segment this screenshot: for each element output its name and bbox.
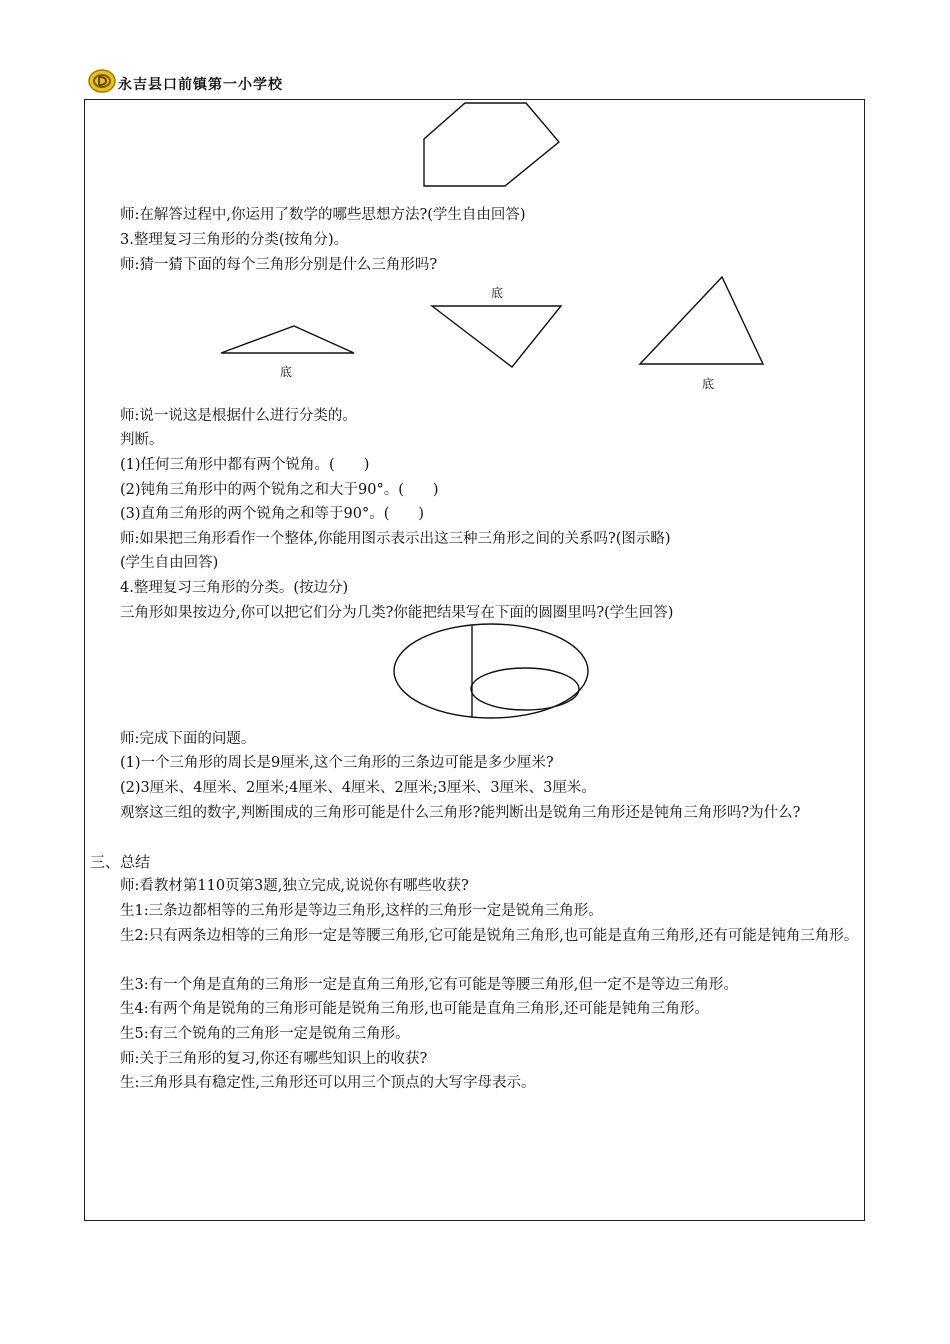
text-paragraph-20: 生2:只有两条边相等的三角形一定是等腰三角形,它可能是锐角三角形,也可能是直角三角形,还有可能是钝角三角形。 <box>120 928 859 944</box>
obtuse-triangle-figure <box>219 324 357 356</box>
page-header <box>88 66 283 96</box>
base-label-2: 底 <box>491 286 504 300</box>
school-logo-icon <box>88 68 116 94</box>
base-label-3: 底 <box>702 377 715 391</box>
text-line-8: (3)直角三角形的两个锐角之和等于90°。( ) <box>120 506 425 522</box>
text-line-18: 师:看教材第110页第3题,独立完成,说说你有哪些收获? <box>120 878 469 894</box>
text-line-7: (2)钝角三角形中的两个锐角之和大于90°。( ) <box>120 482 439 498</box>
text-line-10: (学生自由回答) <box>120 555 219 571</box>
text-line-21: 生3:有一个角是直角的三角形一定是直角三角形,它有可能是等腰三角形,但一定不是等边三角形。 <box>120 977 738 993</box>
text-line-14: (1)一个三角形的周长是9厘米,这个三角形的三条边可能是多少厘米? <box>120 755 554 771</box>
text-line-22: 生4:有两个角是锐角的三角形可能是锐角三角形,也可能是直角三角形,还可能是钝角三角形。 <box>120 1001 709 1017</box>
text-line-1: 师:在解答过程中,你运用了数学的哪些思想方法?(学生自由回答) <box>120 207 526 223</box>
school-name: 永吉县口前镇第一小学校 <box>118 77 283 93</box>
text-line-19: 生1:三条边都相等的三角形是等边三角形,这样的三角形一定是锐角三角形。 <box>120 903 603 919</box>
acute-triangle-figure <box>638 275 766 367</box>
ellipse-classification-diagram <box>392 622 592 722</box>
text-line-13: 师:完成下面的问题。 <box>120 731 256 747</box>
text-line-23: 生5:有三个锐角的三角形一定是锐角三角形。 <box>120 1026 410 1042</box>
text-line-4: 师:说一说这是根据什么进行分类的。 <box>120 408 357 424</box>
right-triangle-figure <box>430 304 564 370</box>
text-line-11: 4.整理复习三角形的分类。(按边分) <box>120 580 349 596</box>
text-paragraph-16: 观察这三组的数字,判断围成的三角形可能是什么三角形?能判断出是锐角三角形还是钝角三角形吗?为什么? <box>120 805 801 821</box>
base-label-1: 底 <box>280 365 293 379</box>
text-line-6: (1)任何三角形中都有两个锐角。( ) <box>120 457 370 473</box>
text-line-25: 生:三角形具有稳定性,三角形还可以用三个顶点的大写字母表示。 <box>120 1075 536 1091</box>
pentagon-figure <box>420 102 562 188</box>
text-line-5: 判断。 <box>120 432 164 448</box>
text-line-15: (2)3厘米、4厘米、2厘米;4厘米、4厘米、2厘米;3厘米、3厘米、3厘米。 <box>120 780 596 796</box>
section-heading-summary: 三、总结 <box>90 853 151 871</box>
text-line-24: 师:关于三角形的复习,你还有哪些知识上的收获? <box>120 1051 428 1067</box>
text-line-9: 师:如果把三角形看作一个整体,你能用图示表示出这三种三角形之间的关系吗?(图示略) <box>120 531 671 547</box>
text-line-2: 3.整理复习三角形的分类(按角分)。 <box>120 232 349 248</box>
text-line-12: 三角形如果按边分,你可以把它们分为几类?你能把结果写在下面的圆圈里吗?(学生回答) <box>120 605 674 621</box>
text-line-3: 师:猜一猜下面的每个三角形分别是什么三角形吗? <box>120 257 438 273</box>
